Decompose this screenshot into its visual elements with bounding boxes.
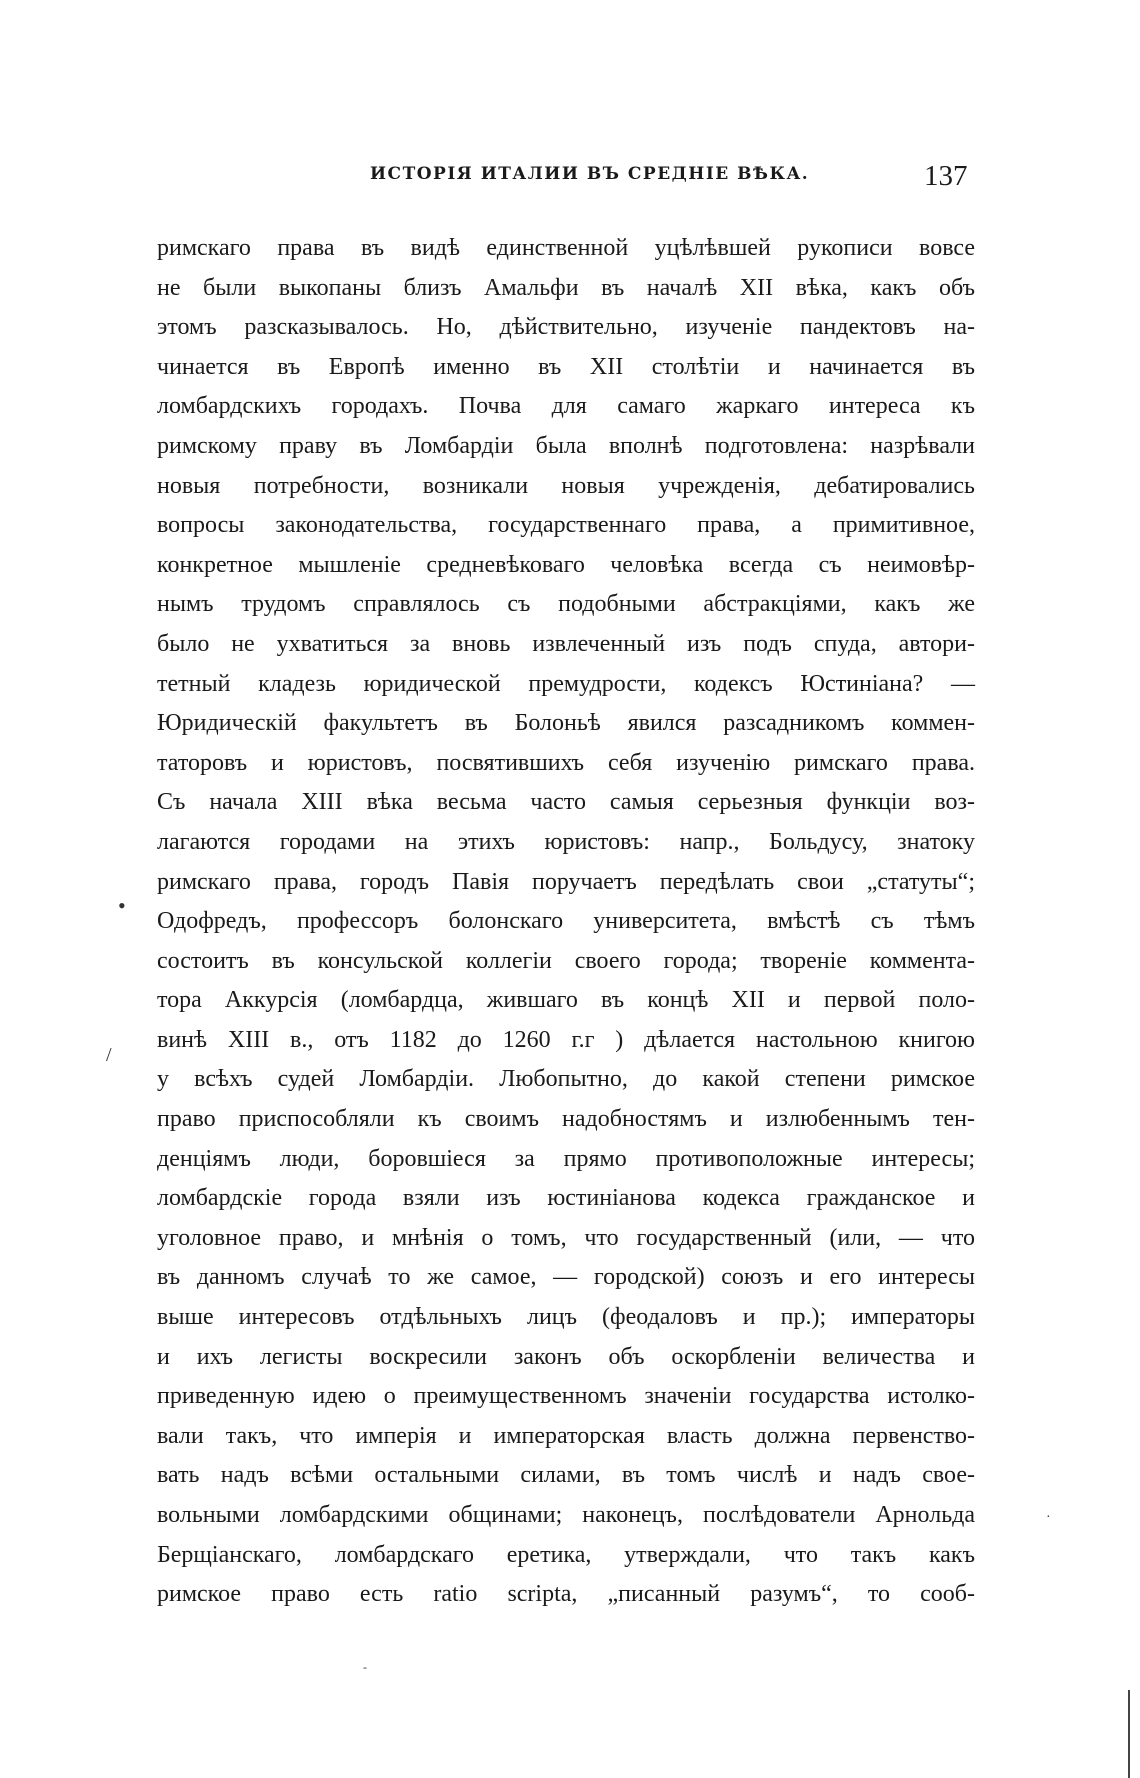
text-line: уголовное право, и мнѣнія о томъ, что государственный (или, — что	[157, 1224, 975, 1251]
text-line: въ данномъ случаѣ то же самое, — городской) союзъ и его интересы	[157, 1264, 975, 1291]
text-line: денціямъ люди, боровшіеся за прямо противоположные интересы;	[157, 1145, 975, 1172]
text-line: было не ухватиться за вновь извлеченный изъ подъ спуда, автори-	[157, 630, 975, 657]
text-line: ломбардскихъ городахъ. Почва для самаго жаркаго интереса къ	[157, 393, 975, 420]
running-title: ИСТОРІЯ ИТАЛИИ ВЪ СРЕДНІЕ ВѢКА.	[370, 164, 810, 184]
text-line: Берщіанскаго, ломбардскаго еретика, утверждали, что такъ какъ	[157, 1541, 975, 1568]
text-line: римское право есть ratio scripta, „писанный разумъ“, то сооб-	[157, 1581, 975, 1608]
text-line: римскому праву въ Ломбардіи была вполнѣ подготовлена: назрѣвали	[157, 432, 975, 459]
text-line: Одофредъ, профессоръ болонскаго университета, вмѣстѣ съ тѣмъ	[157, 908, 975, 935]
text-line: вали такъ, что имперія и императорская власть должна первенство-	[157, 1422, 975, 1449]
text-line: тетный кладезь юридической премудрости, кодексъ Юстиніана? —	[157, 670, 975, 697]
margin-small-dot-mark: ·	[1046, 1510, 1051, 1525]
text-line: выше интересовъ отдѣльныхъ лицъ (феодаловъ и пр.); императоры	[157, 1304, 975, 1331]
text-line: винѣ XIII в., отъ 1182 до 1260 г.г ) дѣлается настольною книгою	[157, 1026, 975, 1053]
margin-tick-mark: /	[106, 1044, 112, 1066]
page-edge-line	[1128, 1690, 1130, 1778]
bottom-dot-mark: -	[363, 1660, 367, 1674]
text-line: тора Аккурсія (ломбардца, жившаго въ концѣ XII и первой поло-	[157, 987, 975, 1014]
text-line: приведенную идею о преимущественномъ значеніи государства истолко-	[157, 1383, 975, 1410]
text-line: у всѣхъ судей Ломбардіи. Любопытно, до какой степени римское	[157, 1066, 975, 1093]
text-line: ломбардскіе города взяли изъ юстиніанова кодекса гражданское и	[157, 1185, 975, 1212]
text-line: римскаго права въ видѣ единственной уцѣлѣвшей рукописи вовсе	[157, 235, 975, 261]
text-line: таторовъ и юристовъ, посвятившихъ себя изученію римскаго права.	[157, 749, 975, 776]
text-line: Юридическій факультетъ въ Болоньѣ явился разсадникомъ коммен-	[157, 710, 975, 737]
text-line: лагаются городами на этихъ юристовъ: напр., Больдусу, знатоку	[157, 828, 975, 855]
text-line: вольными ломбардскими общинами; наконецъ, послѣдователи Арнольда	[157, 1502, 975, 1528]
margin-dot-mark: •	[118, 893, 126, 918]
text-line: новыя потребности, возникали новыя учрежденія, дебатировались	[157, 472, 975, 499]
text-line: право приспособляли къ своимъ надобностямъ и излюбеннымъ тен-	[157, 1106, 975, 1133]
text-line: состоитъ въ консульской коллегіи своего города; твореніе коммента-	[157, 947, 975, 974]
text-line: не были выкопаны близъ Амальфи въ началѣ XII вѣка, какъ объ	[157, 274, 975, 301]
text-line: вопросы законодательства, государственнаго права, а примитивное,	[157, 512, 975, 539]
page-number: 137	[924, 160, 968, 192]
text-line: конкретное мышленіе средневѣковаго человѣка всегда съ неимовѣр-	[157, 551, 975, 578]
text-line: Съ начала XIII вѣка весьма часто самыя серьезныя функціи воз-	[157, 789, 975, 816]
text-line: и ихъ легисты воскресили законъ объ оскорбленіи величества и	[157, 1343, 975, 1370]
body-text	[157, 229, 975, 1615]
text-line: римскаго права, городъ Павія поручаетъ передѣлать свои „статуты“;	[157, 868, 975, 895]
text-line: чинается въ Европѣ именно въ XII столѣтіи и начинается въ	[157, 353, 975, 380]
text-line: вать надъ всѣми остальными силами, въ томъ числѣ и надъ свое-	[157, 1462, 975, 1489]
text-line: нымъ трудомъ справлялось съ подобными абстракціями, какъ же	[157, 591, 975, 618]
text-line: этомъ разсказывалось. Но, дѣйствительно, изученіе пандектовъ на-	[157, 314, 975, 341]
